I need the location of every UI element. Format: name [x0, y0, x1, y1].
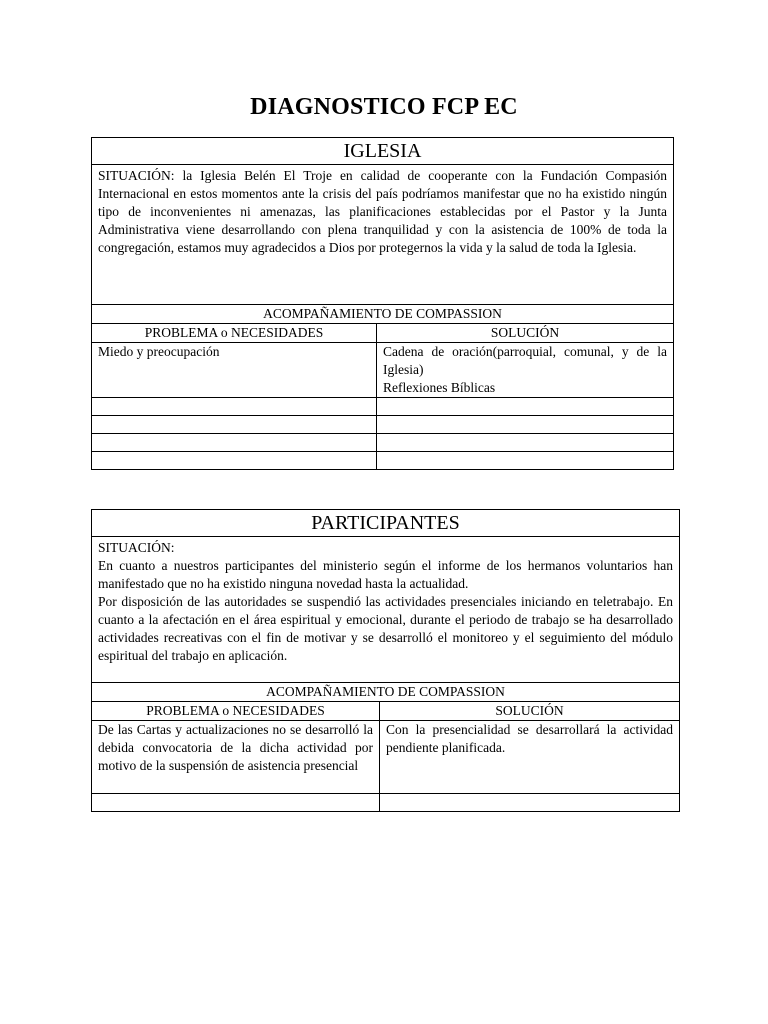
- problem-cell: [92, 434, 377, 452]
- section-heading: IGLESIA: [92, 138, 674, 165]
- problem-cell: De las Cartas y actualizaciones no se desarrolló la debida convocatoria de la dicha actividad por motivo de la suspensión de asistencia presencial: [92, 721, 380, 794]
- situation-paragraph: SITUACIÓN: la Iglesia Belén El Troje en calidad de cooperante con la Fundación Compasión Internacional en estos momentos ante la crisis del país podríamos manifestar que no ha existido ningún tipo de inconvenientes ni amenazas, las planificaciones establecidas por el Pastor y la Junta Administrativa viene desarrollando con plena tranquilidad y con la asistencia de 100% de toda la congregación, estamos muy agradecidos a Dios por protegernos la vida y la salud de toda la Iglesia.: [98, 168, 668, 255]
- solution-line: Cadena de oración(parroquial, comunal, y de la Iglesia): [383, 344, 668, 377]
- situation-paragraph: SITUACIÓN:: [98, 540, 175, 555]
- accompaniment-heading: ACOMPAÑAMIENTO DE COMPASSION: [92, 683, 680, 702]
- situation-cell: [92, 165, 674, 305]
- solution-cell: [377, 452, 674, 470]
- table-row: [92, 721, 680, 794]
- problem-cell: [92, 452, 377, 470]
- section-participantes: [91, 509, 680, 812]
- solution-cell: [377, 398, 674, 416]
- solution-cell: [377, 416, 674, 434]
- solution-line: Con la presencialidad se desarrollará la actividad pendiente planificada.: [386, 722, 674, 755]
- table-row: [92, 343, 674, 398]
- section-heading: PARTICIPANTES: [92, 510, 680, 537]
- situation-cell: [92, 537, 680, 683]
- situation-paragraph: Por disposición de las autoridades se suspendió las actividades presenciales iniciando en teletrabajo. En cuanto a la afectación en el área espiritual y emocional, durante el periodo de trabajo se ha desarrollado actividades recreativas con el fin de motivar y se desarrolló el monitoreo y el seguimiento del módulo espiritual del trabajo en aplicación.: [98, 594, 674, 663]
- table-row: [92, 416, 674, 434]
- problem-cell: [92, 398, 377, 416]
- solution-column-header: SOLUCIÓN: [380, 702, 680, 721]
- accompaniment-heading: ACOMPAÑAMIENTO DE COMPASSION: [92, 305, 674, 324]
- problem-column-header: PROBLEMA o NECESIDADES: [92, 324, 377, 343]
- solution-column-header: SOLUCIÓN: [377, 324, 674, 343]
- table-row: [92, 398, 674, 416]
- solution-cell: [377, 434, 674, 452]
- solution-line: Reflexiones Bíblicas: [383, 380, 496, 395]
- problem-cell: Miedo y preocupación: [92, 343, 377, 398]
- solution-cell: [377, 343, 674, 398]
- document-title: DIAGNOSTICO FCP EC: [250, 94, 518, 120]
- solution-cell: [380, 794, 680, 812]
- table-row: [92, 452, 674, 470]
- solution-cell: [380, 721, 680, 794]
- problem-cell: [92, 416, 377, 434]
- problem-column-header: PROBLEMA o NECESIDADES: [92, 702, 380, 721]
- table-row: [92, 434, 674, 452]
- situation-paragraph: En cuanto a nuestros participantes del ministerio según el informe de los hermanos voluntarios han manifestado que no ha existido ninguna novedad hasta la actualidad.: [98, 558, 674, 591]
- table-row: [92, 794, 680, 812]
- problem-cell: [92, 794, 380, 812]
- section-iglesia: [91, 137, 674, 470]
